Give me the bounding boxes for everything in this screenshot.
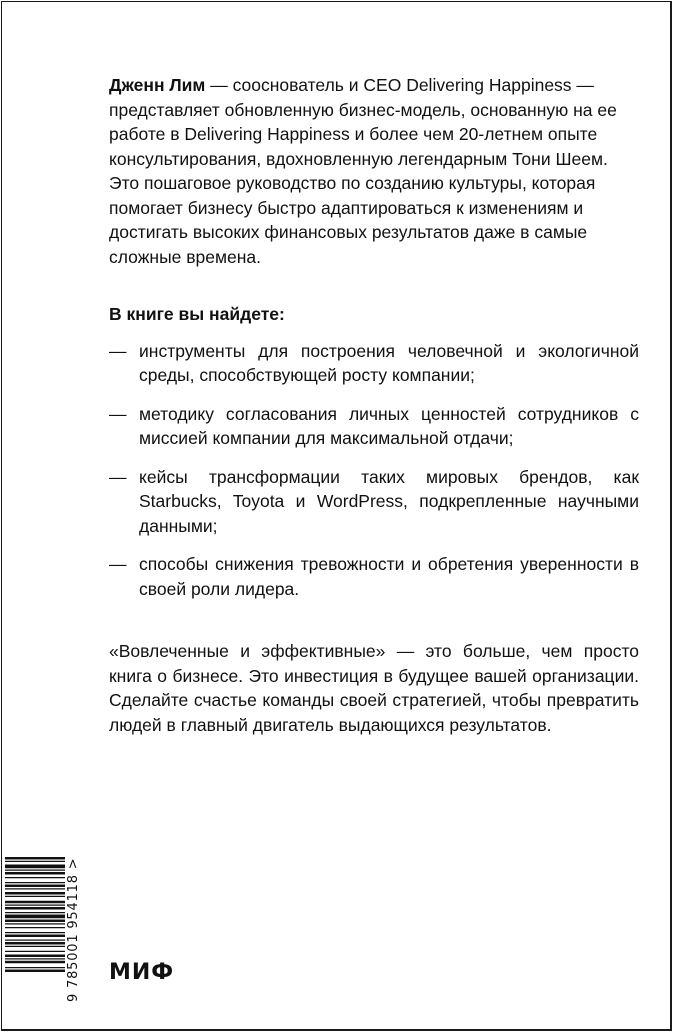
barcode-bar: [5, 861, 65, 862]
barcode-bar: [5, 888, 65, 889]
barcode-bar: [5, 857, 65, 860]
dash-bullet: —: [109, 340, 127, 361]
dash-bullet: —: [109, 554, 127, 574]
barcode-bar: [5, 877, 65, 878]
list-item: [109, 339, 639, 388]
barcode-bar: [5, 885, 65, 888]
intro-text: — сооснователь и CEO Delivering Happiness — представляет обновленную бизнес-модель, основанную на ее работе в Delivering Happiness и более чем 20-летнем опыте консультирования, вдохновленную легендарным Тони Шеем. Это пошаговое руководство по созданию культуры, которая помогает бизнесу быстро адаптироваться к изменениям и достигать высоких финансовых результатов даже в самые сложные времена.: [109, 75, 617, 267]
barcode-bar: [5, 901, 65, 904]
publisher-logo: МИФ: [109, 960, 175, 985]
list-item-text: способы снижения тревожности и обретения уверенности в своей роли лидера.: [139, 554, 639, 599]
list-item-text: инструменты для построения человечной и экологичной среды, способствующей росту компании;: [139, 340, 639, 385]
findings-heading: В книге вы найдете:: [109, 304, 285, 324]
cover-text: [109, 73, 639, 737]
list-item: [109, 465, 639, 539]
list-item-text: методику согласования личных ценностей сотрудников с миссией компании для максимальной отдачи;: [139, 403, 639, 448]
dash-bullet: —: [109, 466, 127, 487]
barcode-bar: [5, 882, 65, 883]
dash-bullet: —: [109, 403, 127, 424]
closing-paragraph: «Вовлеченные и эффективные» — это больше, чем просто книга о бизнесе. Это инвестиция в будущее вашей организации. Сделайте счастье команды своей стратегией, чтобы превратить людей в главный двигатель выдающихся результатов.: [109, 641, 639, 735]
author-name: Дженн Лим: [109, 75, 206, 95]
barcode-bar: [5, 905, 65, 906]
back-cover: [1, 1, 672, 1031]
barcode-bar: [5, 932, 65, 933]
barcode-bar: [5, 955, 65, 958]
barcode-bar: [5, 970, 65, 973]
barcode-bar: [5, 935, 65, 938]
barcode-bar: [5, 961, 65, 964]
barcode-bar: [5, 923, 65, 924]
barcode-digits: 9 785001 954118 >: [66, 857, 81, 1002]
list-item-text: кейсы трансформации таких мировых брендов, как Starbucks, Toyota и WordPress, подкрепленные научными данными;: [139, 466, 639, 536]
barcode-bar: [5, 927, 65, 928]
barcode-bar: [5, 946, 65, 947]
barcode-bar: [5, 951, 65, 952]
barcode-bar: [5, 967, 65, 968]
list-item: [109, 402, 639, 451]
barcode-bar: [5, 920, 65, 923]
barcode-bar: [5, 896, 65, 897]
intro-paragraph: [109, 73, 639, 269]
barcode-bar: [5, 942, 65, 945]
barcode-bar: [5, 958, 65, 959]
barcode-bar: [5, 870, 65, 871]
barcode-bar: [5, 915, 65, 919]
barcode-bar: [5, 865, 65, 869]
barcode-bar: [5, 907, 65, 910]
barcode-bar: [5, 912, 65, 913]
barcode-bar: [5, 892, 65, 895]
barcode-bar: [5, 940, 65, 941]
findings-list: [109, 339, 639, 602]
list-item: [109, 552, 639, 601]
barcode-bar: [5, 872, 65, 875]
